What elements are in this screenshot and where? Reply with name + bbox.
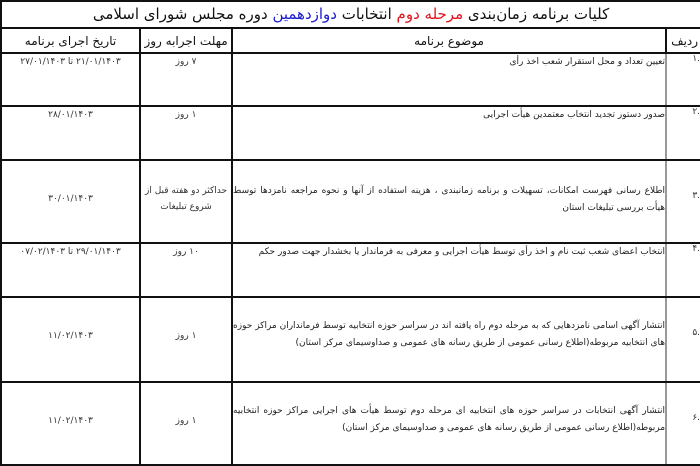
- table-row: [1, 297, 700, 382]
- row-subject: تعیین تعداد و محل استقرار شعب اخذ رأی: [232, 53, 666, 106]
- row-date-value: ۲۱/۰۱/۱۴۰۳ تا ۲۷/۰۱/۱۴۰۳: [20, 57, 121, 67]
- header-date: تاریخ اجرای برنامه: [1, 28, 140, 53]
- table-row: [1, 53, 700, 106]
- row-deadline: ۱۰ روز: [140, 243, 232, 297]
- row-date: [1, 297, 140, 382]
- row-number: .۲: [666, 106, 700, 160]
- row-subject: اطلاع رسانی فهرست امکانات، تسهیلات و برنامه زمانبندی ، هزینه استفاده از آنها و نحوه مراجعه نامزدها توسط هیأت بررسی تبلیغات استان: [232, 160, 666, 243]
- title-part-1: کلیات برنامه زمان‌بندی: [467, 5, 610, 23]
- row-subject: انتشار آگهی انتخابات در سراسر حوزه های انتخابیه ای مرحله دوم توسط هیأت های اجرایی مراکز حوزه انتخابیه مربوطه(اطلاع رسانی عمومی از طریق رسانه های عمومی و صداوسیمای مرکز استان): [232, 382, 666, 465]
- table-row: [1, 382, 700, 465]
- row-subject: انتشار آگهی اسامی نامزدهایی که به مرحله دوم راه یافته اند در سراسر حوزه انتخابیه توسط فرمانداران مراکز حوزه های انتخابیه مربوطه(اطلاع رسانی عمومی از طریق رسانه های عمومی و صداوسیمای مرکز استان): [232, 297, 666, 382]
- table-row: [1, 106, 700, 160]
- row-deadline: ۷ روز: [140, 53, 232, 106]
- row-deadline: ۱ روز: [140, 106, 232, 160]
- row-subject: صدور دستور تجدید انتخاب معتمدین هیأت اجرایی: [232, 106, 666, 160]
- row-date-value: ۲۸/۰۱/۱۴۰۳: [48, 110, 93, 120]
- row-date-value: ۳۰/۰۱/۱۴۰۳: [48, 194, 93, 204]
- row-date-value: ۱۱/۰۲/۱۴۰۳: [48, 416, 93, 426]
- row-subject: انتخاب اعضای شعب ثبت نام و اخذ رأی توسط هیأت اجرایی و معرفی به فرماندار یا بخشدار جهت صدور حکم: [232, 243, 666, 297]
- row-date-value: ۱۱/۰۲/۱۴۰۳: [48, 331, 93, 341]
- header-subject: موضوع برنامه: [232, 28, 666, 53]
- row-date: [1, 106, 140, 160]
- title-part-5: دوره مجلس شورای اسلامی: [92, 5, 268, 23]
- row-deadline: ۱ روز: [140, 382, 232, 465]
- title-part-3: انتخابات: [341, 5, 392, 23]
- title-highlight-stage: مرحله دوم: [396, 5, 464, 23]
- title-highlight-term: دوازدهمین: [272, 5, 337, 23]
- row-date: [1, 53, 140, 106]
- row-date: [1, 382, 140, 465]
- row-number: .۵: [666, 297, 700, 382]
- row-number: .۱: [666, 53, 700, 106]
- row-number: .۶: [666, 382, 700, 465]
- table-row: [1, 160, 700, 243]
- row-number: .۴: [666, 243, 700, 297]
- row-date: [1, 160, 140, 243]
- header-row: [1, 28, 700, 53]
- header-deadline: مهلت اجرابه روز: [140, 28, 232, 53]
- row-date: [1, 243, 140, 297]
- page-title: [1, 1, 700, 28]
- title-row: [1, 1, 700, 28]
- row-deadline: ۱ روز: [140, 297, 232, 382]
- row-number: .۳: [666, 160, 700, 243]
- header-row-number: ردیف: [666, 28, 700, 53]
- row-deadline: حداکثر دو هفته قبل از شروع تبلیغات: [140, 160, 232, 243]
- row-date-value: ۲۹/۰۱/۱۴۰۳ تا ۰۷/۰۲/۱۴۰۳: [20, 247, 121, 257]
- table-row: [1, 243, 700, 297]
